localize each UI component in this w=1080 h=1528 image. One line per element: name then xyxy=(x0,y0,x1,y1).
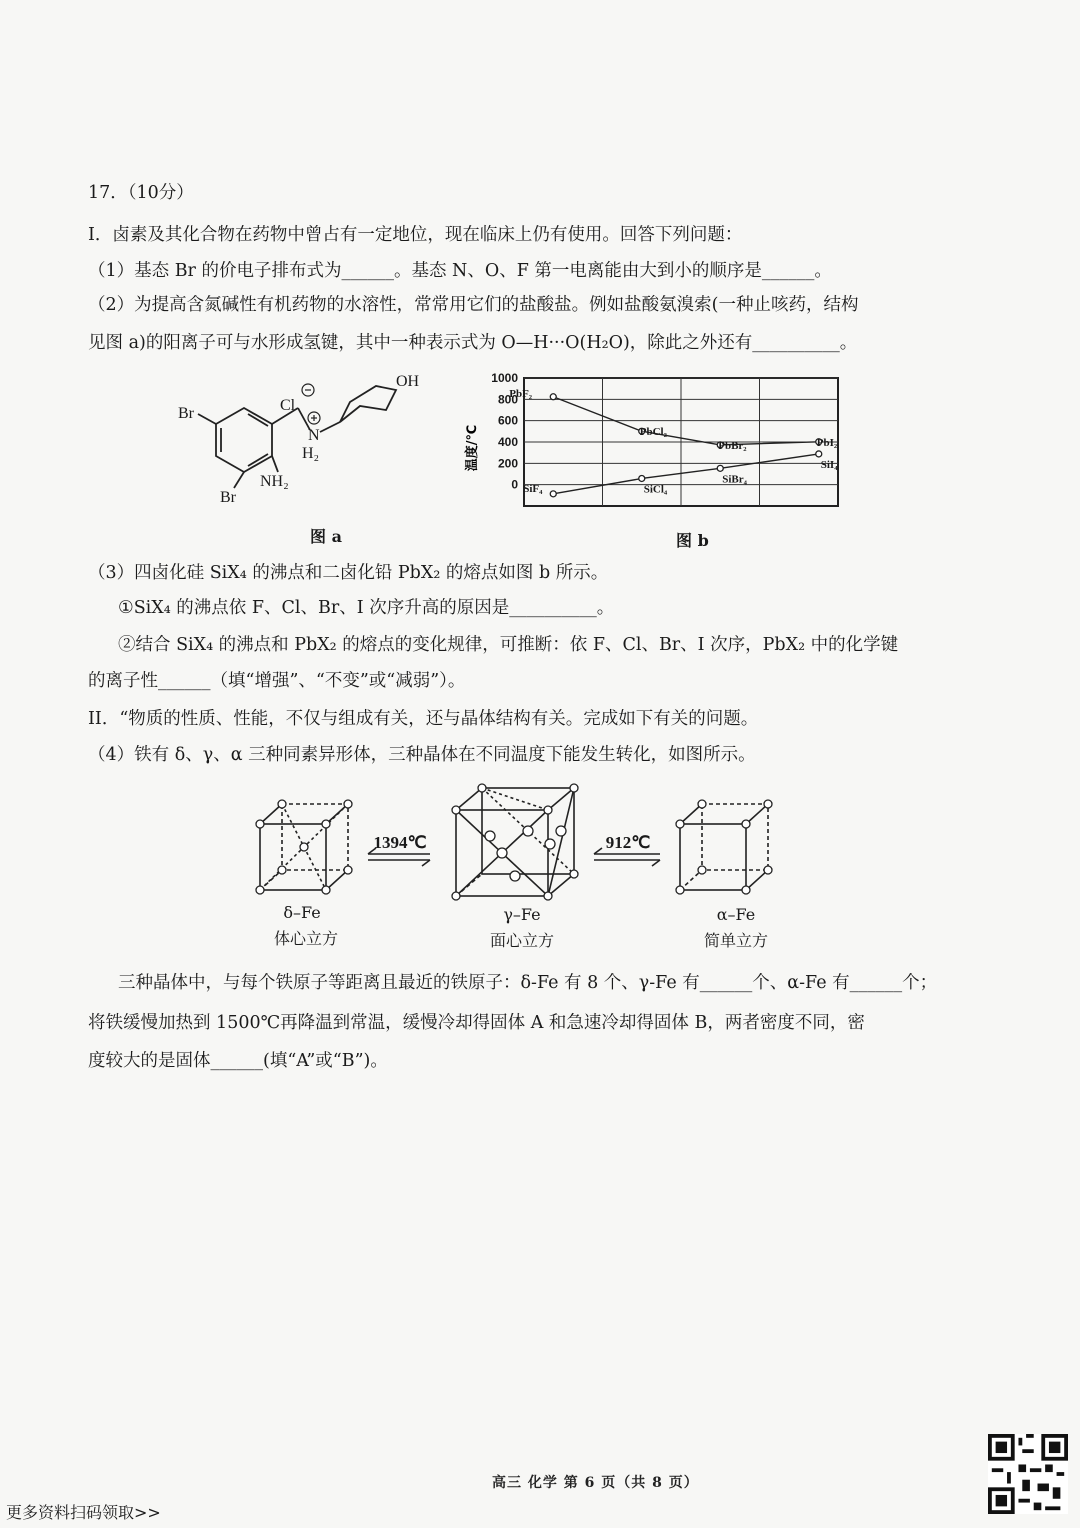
chart-point-label: PbBr₂ xyxy=(718,439,747,452)
iron-allotropes-figure xyxy=(250,774,790,954)
chart-ylabel: 温度/℃ xyxy=(465,424,480,472)
chart-point xyxy=(639,475,645,481)
chart-point xyxy=(550,491,556,497)
chart-ytick-label: 1000 xyxy=(491,371,518,385)
figure-b-chart xyxy=(462,366,842,516)
figure-a-structure xyxy=(168,366,438,516)
part1-intro: I．卤素及其化合物在药物中曾占有一定地位，现在临床上仍有使用。回答下列问题： xyxy=(88,225,743,245)
q3-sub1: ①SiX₄ 的沸点依 F、Cl、Br、I 次序升高的原因是__________。 xyxy=(118,598,615,618)
gamma-fe-name: γ–Fe xyxy=(503,905,541,924)
q4-line2: 将铁缓慢加热到 1500℃再降温到常温，缓慢冷却得固体 A 和急速冷却得固体 B，两者密度不同，密 xyxy=(88,1013,865,1033)
q4-line3: 度较大的是固体______(填“A”或“B”)。 xyxy=(88,1051,388,1071)
alpha-fe-cube xyxy=(680,804,768,890)
chart-point-label: SiCl₄ xyxy=(643,483,668,496)
more-resources-link[interactable]: 更多资料扫码领取>> xyxy=(6,1503,161,1522)
chart-point-label: PbCl₂ xyxy=(639,426,667,439)
part2-intro: II．“物质的性质、性能，不仅与组成有关，还与晶体结构有关。完成如下有关的问题。 xyxy=(88,709,759,729)
chart-point-label: PbI₂ xyxy=(816,436,838,449)
br-top-label: Br xyxy=(178,405,194,422)
qr-code-icon[interactable] xyxy=(988,1434,1068,1514)
chart-point-label: SiF₄ xyxy=(523,482,543,495)
q1-text: （1）基态 Br 的价电子排布式为______。基态 N、O、F 第一电离能由大到小的顺序是______。 xyxy=(88,261,832,281)
alpha-fe-type: 简单立方 xyxy=(703,931,769,950)
br-bottom-label: Br xyxy=(220,489,236,506)
h2-label: H₂ xyxy=(302,445,320,462)
chart-point xyxy=(550,394,556,400)
q3-sub2-line2: 的离子性______（填“增强”、“不变”或“减弱”）。 xyxy=(88,671,466,691)
q3-intro: （3）四卤化硅 SiX₄ 的沸点和二卤化铅 PbX₂ 的熔点如图 b 所示。 xyxy=(88,563,609,583)
chart-point xyxy=(717,465,723,471)
series-line-six4 xyxy=(553,454,819,494)
oh-label: OH xyxy=(396,373,420,390)
question-header: 17．（10分） xyxy=(88,183,194,203)
q4-intro: （4）铁有 δ、γ、α 三种同素异形体，三种晶体在不同温度下能发生转化，如图所示。 xyxy=(88,745,756,765)
figure-b-caption: 图 b xyxy=(676,531,709,550)
gamma-fe-type: 面心立方 xyxy=(489,931,555,950)
figure-a-caption: 图 a xyxy=(310,527,342,546)
q4-line1: 三种晶体中，与每个铁原子等距离且最近的铁原子：δ-Fe 有 8 个、γ-Fe 有______个、α-Fe 有______个； xyxy=(118,973,938,993)
q2-line2: 见图 a)的阳离子可与水形成氢键，其中一种表示式为 O—H···O(H₂O)，除此之外还有__________。 xyxy=(88,333,858,353)
q3-sub2-line1: ②结合 SiX₄ 的沸点和 PbX₂ 的熔点的变化规律，可推断：依 F、Cl、Br、I 次序，PbX₂ 中的化学键 xyxy=(118,635,899,655)
chart-ytick-label: 400 xyxy=(497,435,518,449)
q2-line1: （2）为提高含氮碱性有机药物的水溶性，常常用它们的盐酸盐。例如盐酸氨溴索(一种止咳药，结构 xyxy=(88,295,859,315)
chart-point-label: SiBr₄ xyxy=(722,473,747,486)
chart-ytick-label: 200 xyxy=(497,456,518,471)
temp-1394-label: 1394℃ xyxy=(373,833,427,852)
delta-fe-type: 体心立方 xyxy=(273,929,339,948)
nh2-label: NH₂ xyxy=(260,473,289,490)
chart-ytick-label: 0 xyxy=(511,477,518,492)
chart-point xyxy=(816,451,822,457)
chart-point-label: PbF₂ xyxy=(509,387,533,400)
cl-label: Cl xyxy=(280,397,296,414)
chart-ytick-label: 600 xyxy=(497,413,518,428)
page-footer: 高三 化学 第 6 页（共 8 页） xyxy=(492,1475,699,1491)
n-label: N xyxy=(308,427,320,444)
alpha-fe-name: α–Fe xyxy=(716,905,756,924)
delta-fe-name: δ–Fe xyxy=(283,903,321,922)
temp-912-label: 912℃ xyxy=(605,833,651,852)
chart-point-label: SiI₄ xyxy=(820,458,838,471)
chart-ytick-label: 800 xyxy=(497,392,518,407)
